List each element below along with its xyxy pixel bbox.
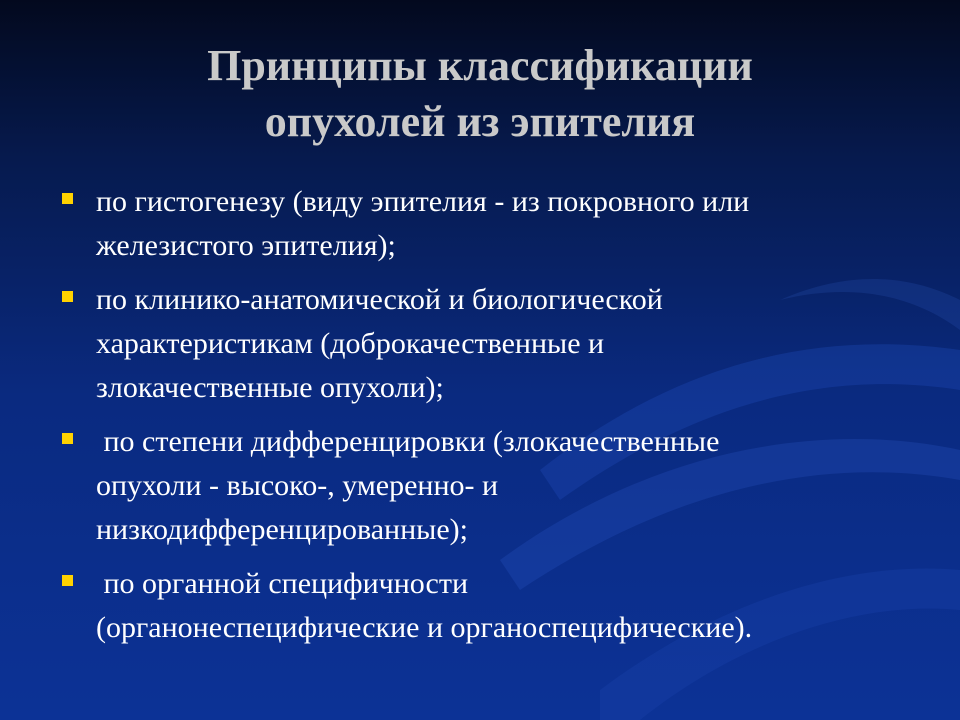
square-bullet-icon xyxy=(62,575,73,586)
list-item xyxy=(58,180,918,268)
slide-title-line-2: опухолей из эпителия xyxy=(264,97,696,146)
square-bullet-icon xyxy=(62,433,73,444)
list-item-text: по клинико-анатомической и биологической характеристикам (доброкачественные и злокачественные опухоли); xyxy=(96,283,663,404)
list-item xyxy=(58,278,918,410)
list-item-text: по степени дифференцировки (злокачественные опухоли - высоко-, умеренно- и низкодифференцированные); xyxy=(96,425,720,546)
list-item xyxy=(58,562,918,650)
bullet-list xyxy=(58,180,918,660)
list-item xyxy=(58,420,918,552)
list-item-text: по гистогенезу (виду эпителия - из покровного или железистого эпителия); xyxy=(96,185,750,262)
square-bullet-icon xyxy=(62,291,73,302)
slide-title xyxy=(0,38,960,150)
list-item-text: по органной специфичности (органонеспецифические и органоспецифические). xyxy=(96,567,753,644)
slide-title-line-1: Принципы классификации xyxy=(207,41,753,90)
square-bullet-icon xyxy=(62,193,73,204)
